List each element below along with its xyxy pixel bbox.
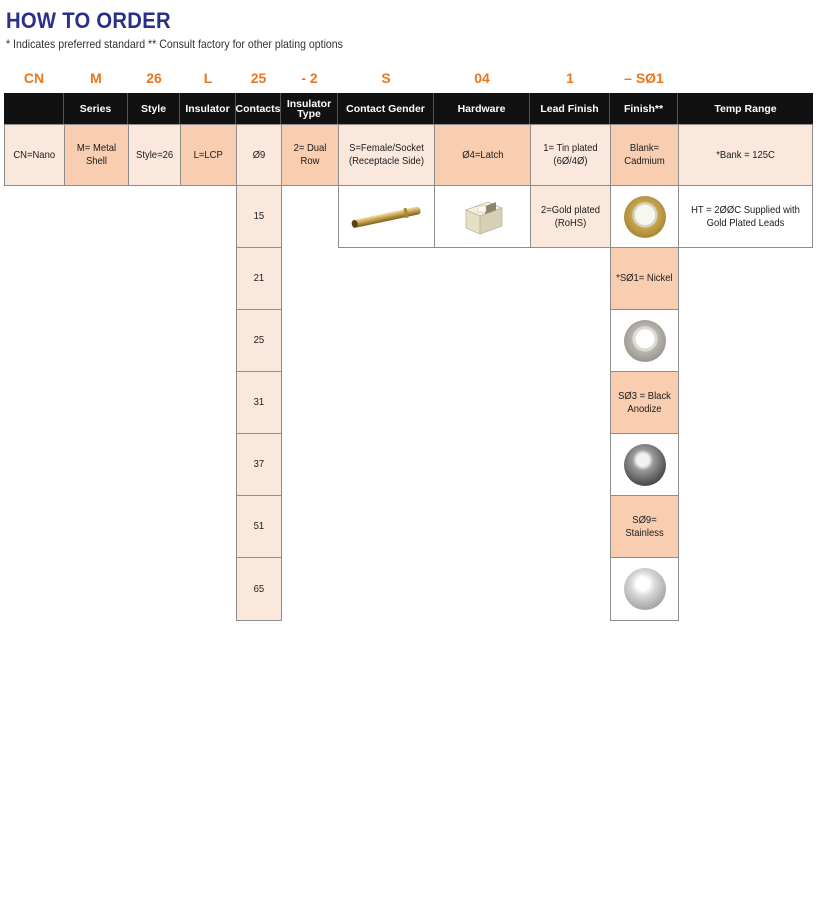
- header-insulator-type: Insulator Type: [281, 93, 338, 124]
- insulator-type-cell: 2= Dual Row: [281, 124, 339, 186]
- code-25: 25: [250, 70, 267, 86]
- contacts-cell: 37: [236, 433, 282, 496]
- hardware-cell: Ø4=Latch: [434, 124, 531, 186]
- finish-label-black-anodize: SØ3 = Black Anodize: [610, 371, 679, 434]
- code-1: 1: [566, 70, 574, 86]
- finish-swatch-black-anodize: [610, 433, 679, 496]
- latch-icon: [458, 194, 508, 240]
- header-series: Series: [64, 93, 128, 124]
- header-lead-finish: Lead Finish: [530, 93, 610, 124]
- contact-gender-cell: S=Female/Socket (Receptacle Side): [338, 124, 435, 186]
- insulator-cell: L=LCP: [180, 124, 237, 186]
- finish-swatch-stainless: [610, 557, 679, 621]
- lead-finish-1-cell: 1= Tin plated (6Ø/4Ø): [530, 124, 611, 186]
- cadmium-swatch-icon: [624, 196, 666, 238]
- code-s01: – SØ1: [624, 70, 664, 86]
- code-26: 26: [146, 70, 162, 86]
- finish-label-nickel: *SØ1= Nickel: [610, 247, 679, 310]
- header-style: Style: [128, 93, 180, 124]
- finish-swatch-nickel: [610, 309, 679, 372]
- temp-range-2-cell: HT = 2ØØC Supplied with Gold Plated Leads: [678, 185, 813, 248]
- header-temp-range: Temp Range: [714, 102, 777, 115]
- contacts-cell: 25: [236, 309, 282, 372]
- header-contacts: Contacts: [236, 93, 281, 124]
- stainless-swatch-icon: [624, 568, 666, 610]
- finish-label-cadmium: Blank= Cadmium: [610, 124, 679, 186]
- header-hardware: Hardware: [434, 93, 530, 124]
- finish-swatch-cadmium: [610, 185, 679, 248]
- nickel-swatch-icon: [624, 320, 666, 362]
- contacts-cell: 65: [236, 557, 282, 621]
- lead-finish-2-cell: 2=Gold plated (RoHS): [530, 185, 611, 248]
- series-cell: M= Metal Shell: [64, 124, 129, 186]
- code-l: L: [203, 70, 213, 86]
- style-cell: Style=26: [128, 124, 181, 186]
- code-2: - 2: [301, 70, 318, 86]
- page-title: HOW TO ORDER: [6, 8, 171, 33]
- contacts-cell: 15: [236, 185, 282, 248]
- socket-contact-icon: [345, 202, 429, 232]
- header-insulator: Insulator: [180, 93, 236, 124]
- latch-image-cell: [434, 185, 531, 248]
- contacts-cell: Ø9: [236, 124, 282, 186]
- contact-image-cell: [338, 185, 435, 248]
- code-04: 04: [474, 70, 490, 86]
- prefix-cell: CN=Nano: [4, 124, 65, 186]
- code-s: S: [381, 70, 391, 86]
- code-m: M: [90, 70, 102, 86]
- contacts-cell: 21: [236, 247, 282, 310]
- black-anodize-swatch-icon: [624, 444, 666, 486]
- subtitle: * Indicates preferred standard ** Consult factory for other plating options: [6, 37, 343, 51]
- contacts-cell: 31: [236, 371, 282, 434]
- contacts-cell: 51: [236, 495, 282, 558]
- temp-range-1-cell: *Bank = 125C: [678, 124, 813, 186]
- header-finish: Finish**: [610, 93, 678, 124]
- header-prefix: [4, 93, 64, 124]
- finish-label-stainless: SØ9= Stainless: [610, 495, 679, 558]
- header-contact-gender: Contact Gender: [338, 93, 434, 124]
- code-cn: CN: [23, 70, 45, 86]
